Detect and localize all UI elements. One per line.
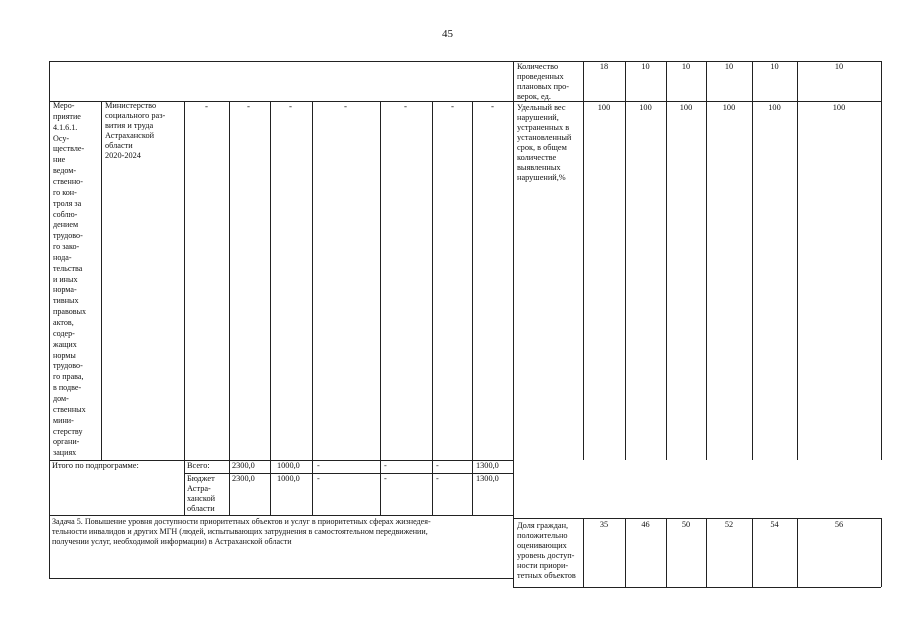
event-name-line: ственных xyxy=(53,404,86,414)
task-text-line: Задача 5. Повышение уровня доступности приоритетных объектов и услуг в приоритетных сферах жизнедея- xyxy=(52,517,431,526)
event-name-line: актов, xyxy=(53,318,74,327)
value-cell: 50 xyxy=(681,520,691,529)
event-name-line: приятие xyxy=(53,111,81,121)
event-name-line: дением xyxy=(53,220,79,230)
value-cell: 100 xyxy=(768,103,781,112)
source-label: Бюджет xyxy=(187,474,215,483)
rule xyxy=(184,101,185,515)
indicator-label: ности приори- xyxy=(517,561,569,570)
event-name-line: правовых xyxy=(53,307,87,317)
empty-dash: - xyxy=(491,101,494,111)
event-name-line: содер- xyxy=(53,328,75,338)
event-name-line: го кон- xyxy=(53,187,77,197)
total-cell: - xyxy=(384,474,387,483)
rule xyxy=(625,61,626,460)
rule xyxy=(666,61,667,460)
rule xyxy=(513,61,514,587)
event-name-line: трудово- xyxy=(53,361,83,371)
value-cell: 52 xyxy=(724,520,734,529)
total-cell: 2300,0 xyxy=(232,461,255,470)
indicator-label: плановых про- xyxy=(517,82,570,91)
value-cell: 35 xyxy=(599,520,609,529)
value-cell: 10 xyxy=(641,62,650,71)
event-name-line: норма- xyxy=(53,285,77,295)
rule xyxy=(49,578,513,579)
event-name-line: мини- xyxy=(53,415,74,425)
rule xyxy=(49,61,50,578)
indicator-label: выявленных xyxy=(517,163,561,172)
total-cell: 2300,0 xyxy=(232,474,255,483)
rule xyxy=(881,61,882,460)
rule xyxy=(432,101,433,515)
executor-line: вития и труда xyxy=(105,121,154,130)
total-cell: 1000,0 xyxy=(277,461,300,470)
page-number: 45 xyxy=(442,28,453,40)
rule xyxy=(49,101,881,102)
event-name-line: 4.1.6.1. xyxy=(53,122,78,132)
totals-label: Итого по подпрограмме: xyxy=(52,461,139,470)
value-cell: 54 xyxy=(770,520,779,529)
total-cell: - xyxy=(317,474,320,483)
indicator-label: установленный xyxy=(517,133,572,142)
value-cell: 10 xyxy=(770,62,779,71)
rule xyxy=(706,61,707,460)
indicator-label: верок, ед. xyxy=(517,92,551,101)
value-cell: 100 xyxy=(722,103,736,112)
event-name-line: нормы xyxy=(53,350,76,360)
event-name-line: тельства xyxy=(53,263,83,273)
rule xyxy=(101,101,102,460)
value-cell: 46 xyxy=(641,520,650,529)
source-label: области xyxy=(187,504,215,513)
rule xyxy=(583,61,584,460)
event-name-line: троля за xyxy=(53,198,82,208)
executor-line: социального раз- xyxy=(105,111,166,120)
source-label: Астра- xyxy=(187,484,211,493)
indicator-label: нарушений,% xyxy=(517,173,566,182)
total-cell: - xyxy=(384,461,387,470)
executor-line: Астраханской xyxy=(105,131,155,140)
indicator-label: устраненных в xyxy=(517,123,570,132)
executor-line: 2020-2024 xyxy=(105,151,141,160)
event-name-line: дом- xyxy=(53,393,69,403)
value-cell: 100 xyxy=(639,103,652,112)
event-name-line: ственно- xyxy=(53,176,83,186)
source-label: Всего: xyxy=(187,461,210,470)
event-name-line: в подве- xyxy=(53,383,82,393)
rule xyxy=(797,61,798,460)
rule xyxy=(270,101,271,515)
indicator-label: оценивающих xyxy=(517,541,567,550)
empty-dash: - xyxy=(344,101,347,111)
indicator-label: проведенных xyxy=(517,72,564,81)
rule xyxy=(513,587,881,588)
total-cell: 1300,0 xyxy=(476,474,499,483)
indicator-label: тетных объектов xyxy=(517,571,576,580)
value-cell: 56 xyxy=(834,520,844,529)
event-name-line: жащих xyxy=(53,339,77,349)
event-name-line: ществле- xyxy=(53,144,85,154)
event-name-line: ведом- xyxy=(53,166,77,176)
rule xyxy=(229,101,230,515)
task-text-line: получении услуг, необходимой информации) в Астраханской области xyxy=(52,537,292,546)
value-cell: 10 xyxy=(724,62,734,71)
indicator-label: уровень доступ- xyxy=(517,551,575,560)
event-name-line: ние xyxy=(53,155,66,165)
total-cell: - xyxy=(436,461,439,470)
rule xyxy=(513,518,881,519)
rule xyxy=(380,101,381,515)
rule xyxy=(752,61,753,460)
empty-dash: - xyxy=(404,101,407,111)
indicator-label: Удельный вес xyxy=(517,103,566,112)
rule xyxy=(881,518,882,587)
indicator-label: количестве xyxy=(517,153,557,162)
value-cell: 100 xyxy=(832,103,846,112)
empty-dash: - xyxy=(451,101,454,111)
event-name-line: и иных xyxy=(53,274,78,284)
total-cell: 1300,0 xyxy=(476,461,499,470)
indicator-label: Количество xyxy=(517,62,559,71)
value-cell: 10 xyxy=(834,62,844,71)
indicator-label: нарушений, xyxy=(517,113,559,122)
total-cell: - xyxy=(317,461,320,470)
total-cell: 1000,0 xyxy=(277,474,300,483)
total-cell: - xyxy=(436,474,439,483)
value-cell: 18 xyxy=(599,62,609,71)
value-cell: 100 xyxy=(679,103,693,112)
empty-dash: - xyxy=(205,101,208,111)
rule xyxy=(49,515,513,516)
event-name-line: Меро- xyxy=(53,101,75,110)
rule xyxy=(472,101,473,515)
empty-dash: - xyxy=(289,101,292,111)
source-label: ханской xyxy=(187,494,216,503)
indicator-label: срок, в общем xyxy=(517,143,567,152)
indicator-label: Доля граждан, xyxy=(517,521,569,530)
rule xyxy=(312,101,313,515)
event-name-line: стерству xyxy=(53,426,83,436)
event-name-line: Осу- xyxy=(53,133,70,143)
event-name-line: органи- xyxy=(53,437,80,447)
indicator-label: положительно xyxy=(517,531,568,540)
executor-line: области xyxy=(105,141,133,150)
event-name-line: го зако- xyxy=(53,242,80,252)
executor-line: Министерство xyxy=(105,101,157,110)
event-name-line: го права, xyxy=(53,372,84,382)
value-cell: 10 xyxy=(681,62,691,71)
event-name-line: соблю- xyxy=(53,209,78,219)
task-text-line: тельности инвалидов и других МГН (людей, испытывающих затруднения в самостоятельном передвижении, xyxy=(52,527,428,536)
empty-dash: - xyxy=(247,101,250,111)
value-cell: 100 xyxy=(597,103,611,112)
event-name-line: тивных xyxy=(53,296,79,306)
event-name-line: нода- xyxy=(53,252,72,262)
event-name-line: трудово- xyxy=(53,231,83,241)
event-name-line: зациях xyxy=(53,448,77,458)
